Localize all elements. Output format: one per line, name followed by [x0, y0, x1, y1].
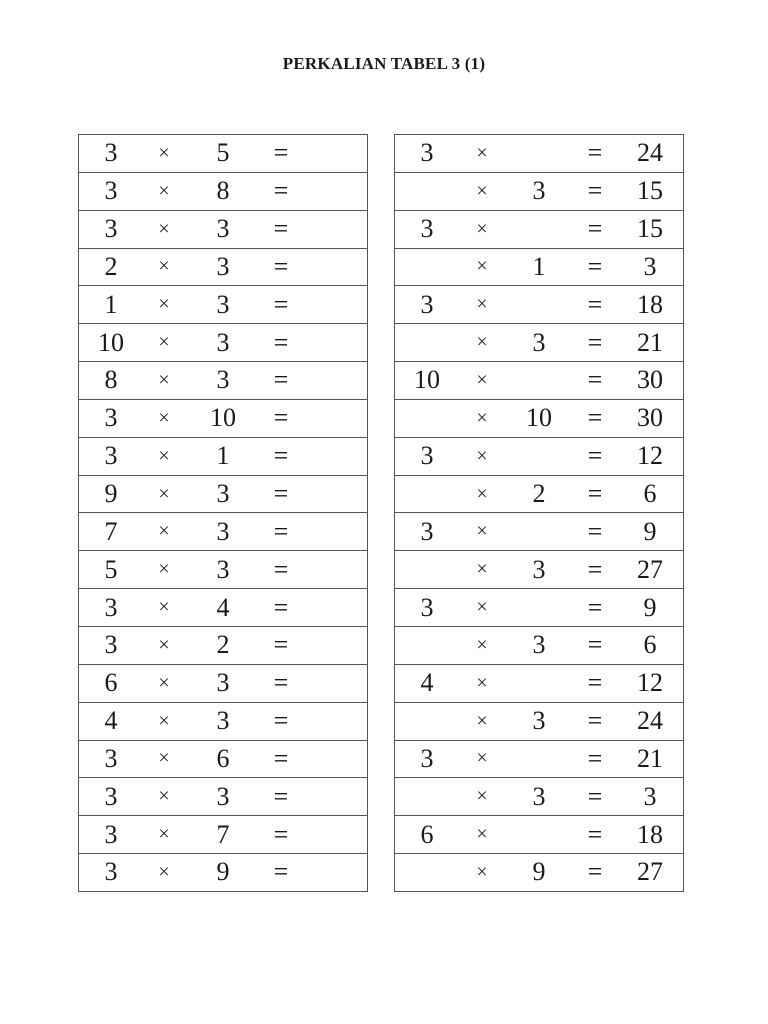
multiplier [509, 286, 569, 323]
multiplicand: 4 [104, 706, 118, 736]
product: 6 [643, 479, 657, 509]
product: 24 [637, 706, 663, 736]
multiplicand: 6 [420, 819, 434, 849]
times-sign: × [158, 444, 170, 467]
equals-sign: = [587, 819, 603, 849]
product: 27 [637, 857, 663, 887]
multiplier [509, 438, 569, 475]
table-row [79, 438, 367, 476]
multiplicand: 3 [104, 781, 118, 811]
multiplier: 4 [216, 592, 230, 622]
table-row [79, 513, 367, 551]
table-row [79, 173, 367, 211]
table-row [395, 741, 683, 779]
multiplicand: 2 [104, 251, 118, 281]
table-row [395, 362, 683, 400]
equals-sign: = [587, 441, 603, 471]
multiplier: 3 [532, 781, 546, 811]
multiplicand [401, 778, 453, 815]
multiplicand: 10 [414, 365, 440, 395]
product: 15 [637, 214, 663, 244]
table-row [395, 286, 683, 324]
times-sign: × [476, 860, 488, 883]
equals-sign: = [273, 554, 289, 584]
equals-sign: = [273, 176, 289, 206]
multiplier: 3 [216, 214, 230, 244]
table-row [79, 400, 367, 438]
multiplier: 2 [532, 479, 546, 509]
table-row [79, 135, 367, 173]
multiplicand [401, 854, 453, 891]
equals-sign: = [587, 668, 603, 698]
table-row [395, 816, 683, 854]
times-sign: × [476, 331, 488, 354]
times-sign: × [158, 217, 170, 240]
multiplier: 3 [216, 781, 230, 811]
multiplicand: 3 [420, 592, 434, 622]
multiplier [509, 741, 569, 778]
times-sign: × [476, 558, 488, 581]
multiplier: 5 [216, 138, 230, 168]
multiplier: 3 [216, 327, 230, 357]
multiplier: 3 [216, 554, 230, 584]
product: 12 [637, 441, 663, 471]
table-row [79, 627, 367, 665]
times-sign: × [158, 785, 170, 808]
times-sign: × [476, 709, 488, 732]
equals-sign: = [587, 479, 603, 509]
multiplicand [401, 249, 453, 286]
multiplicand: 3 [420, 289, 434, 319]
left-multiplication-table [78, 134, 368, 892]
equals-sign: = [587, 592, 603, 622]
table-row [395, 324, 683, 362]
table-row [395, 249, 683, 287]
table-row [79, 854, 367, 891]
page-title: PERKALIAN TABEL 3 (1) [282, 54, 486, 73]
equals-sign: = [587, 176, 603, 206]
multiplier [509, 135, 569, 172]
equals-sign: = [587, 138, 603, 168]
multiplicand [401, 173, 453, 210]
equals-sign: = [273, 743, 289, 773]
times-sign: × [158, 633, 170, 656]
multiplicand: 6 [104, 668, 118, 698]
multiplicand: 3 [420, 516, 434, 546]
times-sign: × [158, 368, 170, 391]
multiplicand: 3 [104, 630, 118, 660]
times-sign: × [476, 141, 488, 164]
multiplicand: 3 [104, 441, 118, 471]
multiplicand [401, 400, 453, 437]
equals-sign: = [587, 857, 603, 887]
multiplier: 7 [216, 819, 230, 849]
times-sign: × [158, 141, 170, 164]
product: 12 [637, 668, 663, 698]
equals-sign: = [587, 743, 603, 773]
table-row [79, 249, 367, 287]
times-sign: × [476, 671, 488, 694]
multiplier: 3 [532, 554, 546, 584]
times-sign: × [476, 785, 488, 808]
multiplicand: 3 [420, 138, 434, 168]
times-sign: × [476, 596, 488, 619]
equals-sign: = [273, 819, 289, 849]
times-sign: × [158, 747, 170, 770]
equals-sign: = [273, 327, 289, 357]
product: 9 [643, 592, 657, 622]
equals-sign: = [273, 781, 289, 811]
equals-sign: = [587, 365, 603, 395]
multiplicand: 3 [420, 214, 434, 244]
product: 18 [637, 819, 663, 849]
equals-sign: = [273, 289, 289, 319]
times-sign: × [158, 860, 170, 883]
times-sign: × [476, 444, 488, 467]
equals-sign: = [273, 592, 289, 622]
multiplier [509, 816, 569, 853]
product: 24 [637, 138, 663, 168]
multiplicand: 3 [104, 403, 118, 433]
multiplicand: 3 [104, 176, 118, 206]
times-sign: × [158, 331, 170, 354]
multiplicand: 9 [104, 479, 118, 509]
times-sign: × [476, 520, 488, 543]
times-sign: × [158, 179, 170, 202]
multiplier [509, 665, 569, 702]
table-row [79, 211, 367, 249]
multiplicand: 3 [104, 214, 118, 244]
multiplier: 8 [216, 176, 230, 206]
multiplier: 3 [216, 251, 230, 281]
table-row [395, 551, 683, 589]
equals-sign: = [587, 214, 603, 244]
product: 3 [643, 781, 657, 811]
equals-sign: = [587, 706, 603, 736]
multiplicand: 4 [420, 668, 434, 698]
equals-sign: = [587, 516, 603, 546]
multiplicand: 3 [420, 743, 434, 773]
equals-sign: = [273, 857, 289, 887]
times-sign: × [476, 255, 488, 278]
multiplier: 3 [216, 668, 230, 698]
table-row [79, 476, 367, 514]
multiplier: 3 [216, 706, 230, 736]
table-row [395, 173, 683, 211]
equals-sign: = [587, 327, 603, 357]
table-row [395, 854, 683, 891]
multiplicand [401, 476, 453, 513]
multiplier: 3 [216, 365, 230, 395]
product: 6 [643, 630, 657, 660]
table-row [79, 778, 367, 816]
product: 21 [637, 743, 663, 773]
times-sign: × [476, 406, 488, 429]
times-sign: × [476, 179, 488, 202]
multiplier: 9 [216, 857, 230, 887]
multiplier: 6 [216, 743, 230, 773]
table-row [79, 665, 367, 703]
times-sign: × [158, 671, 170, 694]
equals-sign: = [273, 630, 289, 660]
times-sign: × [158, 709, 170, 732]
table-row [79, 703, 367, 741]
table-row [79, 362, 367, 400]
multiplicand: 1 [104, 289, 118, 319]
equals-sign: = [587, 403, 603, 433]
multiplier [509, 513, 569, 550]
multiplicand: 3 [104, 592, 118, 622]
times-sign: × [476, 747, 488, 770]
table-row [395, 476, 683, 514]
multiplier: 10 [526, 403, 552, 433]
multiplier [509, 589, 569, 626]
product: 30 [637, 403, 663, 433]
table-row [395, 400, 683, 438]
times-sign: × [158, 823, 170, 846]
multiplicand [401, 703, 453, 740]
multiplier: 3 [532, 706, 546, 736]
multiplicand: 3 [420, 441, 434, 471]
multiplier: 1 [216, 441, 230, 471]
times-sign: × [158, 293, 170, 316]
product: 3 [643, 251, 657, 281]
times-sign: × [476, 293, 488, 316]
product: 15 [637, 176, 663, 206]
equals-sign: = [273, 138, 289, 168]
product: 27 [637, 554, 663, 584]
times-sign: × [158, 406, 170, 429]
table-row [395, 513, 683, 551]
multiplier: 3 [216, 479, 230, 509]
times-sign: × [476, 633, 488, 656]
multiplicand: 8 [104, 365, 118, 395]
times-sign: × [158, 520, 170, 543]
multiplicand: 5 [104, 554, 118, 584]
table-row [79, 286, 367, 324]
equals-sign: = [587, 630, 603, 660]
table-row [79, 324, 367, 362]
times-sign: × [158, 482, 170, 505]
times-sign: × [158, 255, 170, 278]
times-sign: × [158, 596, 170, 619]
equals-sign: = [273, 251, 289, 281]
table-row [395, 665, 683, 703]
equals-sign: = [273, 214, 289, 244]
times-sign: × [476, 823, 488, 846]
equals-sign: = [587, 251, 603, 281]
table-row [395, 211, 683, 249]
equals-sign: = [273, 668, 289, 698]
multiplier [509, 211, 569, 248]
table-row [395, 778, 683, 816]
times-sign: × [476, 482, 488, 505]
times-sign: × [476, 217, 488, 240]
multiplier: 3 [532, 176, 546, 206]
equals-sign: = [587, 289, 603, 319]
multiplier: 9 [532, 857, 546, 887]
product: 30 [637, 365, 663, 395]
multiplier: 1 [532, 251, 546, 281]
table-row [79, 816, 367, 854]
product: 18 [637, 289, 663, 319]
equals-sign: = [273, 365, 289, 395]
table-row [79, 589, 367, 627]
multiplicand: 3 [104, 138, 118, 168]
table-row [79, 741, 367, 779]
equals-sign: = [273, 479, 289, 509]
multiplier [509, 362, 569, 399]
table-row [395, 589, 683, 627]
multiplier: 3 [532, 630, 546, 660]
right-multiplication-table [394, 134, 684, 892]
equals-sign: = [587, 554, 603, 584]
times-sign: × [158, 558, 170, 581]
multiplicand [401, 627, 453, 664]
multiplicand [401, 551, 453, 588]
table-row [395, 703, 683, 741]
equals-sign: = [273, 516, 289, 546]
times-sign: × [476, 368, 488, 391]
multiplicand: 7 [104, 516, 118, 546]
multiplicand: 3 [104, 743, 118, 773]
equals-sign: = [273, 706, 289, 736]
multiplier: 3 [216, 289, 230, 319]
product: 21 [637, 327, 663, 357]
product: 9 [643, 516, 657, 546]
table-row [395, 135, 683, 173]
equals-sign: = [273, 403, 289, 433]
multiplier: 2 [216, 630, 230, 660]
table-row [395, 627, 683, 665]
equals-sign: = [587, 781, 603, 811]
multiplier: 3 [532, 327, 546, 357]
table-row [79, 551, 367, 589]
multiplicand: 3 [104, 857, 118, 887]
multiplicand [401, 324, 453, 361]
multiplicand: 10 [98, 327, 124, 357]
equals-sign: = [273, 441, 289, 471]
multiplier: 3 [216, 516, 230, 546]
table-row [395, 438, 683, 476]
multiplicand: 3 [104, 819, 118, 849]
multiplier: 10 [210, 403, 236, 433]
